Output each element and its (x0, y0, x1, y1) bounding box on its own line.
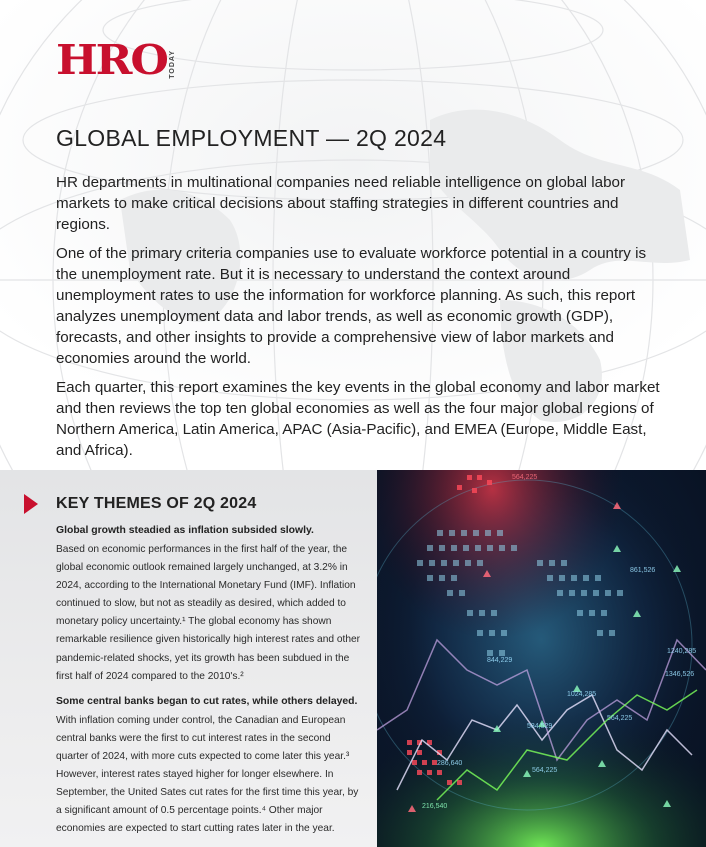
logo-subtitle: TODAY (168, 50, 176, 79)
hro-today-logo (56, 36, 176, 84)
theme-2-heading: Some central banks began to cut rates, while others delayed. (56, 695, 358, 707)
graph-label-1: 564,225 (512, 474, 538, 481)
triangle-marker-icon (24, 494, 38, 514)
graph-label-5: 844,229 (487, 657, 513, 664)
logo-wordmark: HRO (56, 36, 167, 84)
graph-label-6: 584,529 (527, 723, 553, 730)
graph-label-8: 216,540 (422, 803, 448, 810)
intro-paragraph-3: Each quarter, this report examines the key events in the global economy and labor market and then reviews the top ten global economies as well as the four major global regions of Northern America, Latin America, APAC (Asia-Pacific), and EMEA (Europe, Middle East, and Africa). (56, 379, 660, 459)
theme-1-heading: Global growth steadied as inflation subsided slowly. (56, 525, 314, 536)
intro-paragraph-2: One of the primary criteria companies use to evaluate workforce potential in a country is the unemployment rate. But it is necessary to understand the context around unemployment rates to use the information for workforce planning. As such, this report analyzes unemployment data and labor trends, as well as economic growth (GDP), forecasts, and other insights to provide a comprehensive view of labor markets and economies around the world. (56, 245, 647, 367)
graph-label-4: 1240,285 (667, 648, 697, 655)
globe-graph-illustration (377, 470, 706, 847)
key-themes-panel (0, 470, 377, 847)
key-themes-title: KEY THEMES OF 2Q 2024 (56, 495, 257, 512)
graph-label-11: 564,225 (607, 715, 633, 722)
theme-1-text: Based on economic performances in the first half of the year, the global economic outlook remained largely unchanged, at 3.2% in 2024, according to the International Monetary Fund (IMF). Inflation continued to slow, but not as steadily as desired, which added to monetary policy uncertainty.¹ The global economy has shown remarkable resilience given historically high interest rates and other pandemic-related shocks, yet its growth has been subdued in the first half of 2024 compared to the 2010's.² (56, 544, 361, 682)
intro-paragraph-1: HR departments in multinational companies need reliable intelligence on global labor markets to make critical decisions about staffing strategies in different countries and regions. (56, 174, 626, 233)
theme-2-text: With inflation coming under control, the Canadian and European central banks were the first to cut interest rates in the second quarter of 2024, with more cuts expected to come later this year.³ However, interest rates stayed higher for longer elsewhere. In September, the United Sates cut rates for the first time this year, by a significant amount of 0.5 percentage points.⁴ Other major economies are expected to start cutting rates later in the year. (56, 714, 359, 835)
graph-label-2: 861,526 (630, 567, 656, 574)
graph-label-10: 564,225 (532, 767, 558, 774)
graph-label-7: 1346,526 (665, 671, 695, 678)
page-title: GLOBAL EMPLOYMENT — 2Q 2024 (56, 125, 447, 151)
key-themes-header (24, 494, 256, 514)
graph-label-9: 286,640 (437, 760, 463, 767)
intro-section (56, 172, 668, 469)
digital-globe-finance-image (377, 470, 706, 847)
key-themes-body (56, 524, 362, 847)
graph-label-3: 1024,285 (567, 691, 597, 698)
